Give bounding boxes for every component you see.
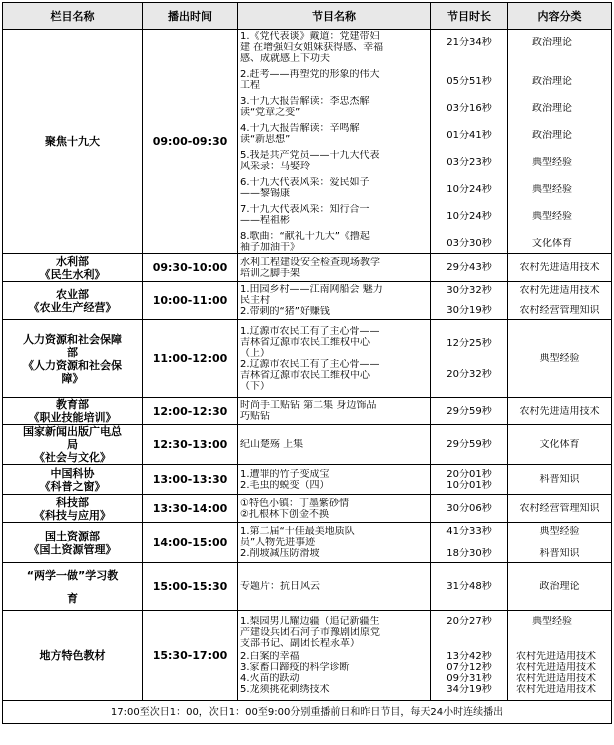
duration-line: 10分01秒: [446, 479, 492, 491]
column-name-line: 育: [67, 591, 78, 605]
air-time: 12:30-13:00: [143, 425, 238, 465]
column-name-line: 水利部: [56, 254, 89, 268]
duration-line: 34分19秒: [446, 684, 492, 695]
program-line: 2.白案的幸福: [240, 651, 300, 662]
program-name: [238, 30, 431, 254]
duration: [431, 495, 508, 523]
category-line: 政治理论: [539, 581, 580, 592]
duration-line: 31分48秒: [446, 581, 492, 592]
column-name-line: 《社会与文化》: [34, 451, 111, 464]
duration-line: 20分01秒: [446, 468, 492, 480]
header-program-name: 节目名称: [238, 3, 431, 30]
duration-line: 10分24秒: [446, 210, 492, 222]
duration: [431, 465, 508, 495]
category-line: 政治理论: [532, 102, 572, 114]
air-time: 09:30-10:00: [143, 254, 238, 282]
header-air-time: 播出时间: [143, 3, 238, 30]
program-line: ——黎锡康: [240, 187, 290, 199]
category: [508, 611, 612, 701]
column-name: [3, 425, 143, 465]
table-row: [3, 320, 612, 398]
header-duration: 节目时长: [431, 3, 508, 30]
program-line: 工程: [240, 79, 260, 91]
column-name-line: 农业部: [56, 287, 89, 301]
program-line: 2.赶考——再塑党的形象的伟大: [240, 68, 380, 80]
program-line: 1.《党代表谈》戴道：党建带妇: [240, 30, 380, 42]
program-line: 2.带刺的“猪”好赚钱: [240, 306, 330, 317]
program-line: 水利工程建设安全检查现场教学: [240, 256, 380, 268]
duration-line: 03分16秒: [446, 102, 492, 114]
column-name-line: 《人力资源和社会保: [23, 358, 122, 372]
duration-line: 29分43秒: [446, 262, 492, 273]
program-line: 吉林省辽源市农民工维权中心: [240, 369, 370, 381]
duration-line: 03分30秒: [446, 237, 492, 249]
column-name-line: 《国土资源管理》: [28, 542, 117, 556]
air-time: 09:00-09:30: [143, 30, 238, 254]
program-name: [238, 425, 431, 465]
program-line: 巧贴钻: [240, 411, 270, 422]
duration: [431, 523, 508, 563]
category-line: 农村先进适用技术: [516, 662, 596, 673]
air-time: 15:30-17:00: [143, 611, 238, 701]
program-line: 1.第二届“十佳最美地质队: [240, 526, 355, 537]
column-name: 聚焦十九大: [3, 30, 143, 254]
table-row: [3, 523, 612, 563]
category-line: 农村经营管理知识: [519, 503, 600, 514]
column-name: 地方特色教材: [3, 611, 143, 701]
column-name-line: 障》: [61, 371, 84, 385]
column-name: [3, 398, 143, 425]
program-name: [238, 282, 431, 320]
duration-line: 30分32秒: [446, 285, 492, 296]
table-row: [3, 254, 612, 282]
table-row: [3, 611, 612, 701]
category: [508, 282, 612, 320]
program-line: 风采录：马娶玲: [240, 160, 310, 172]
category-line: 政治理论: [532, 75, 572, 87]
program-line: 建 在增强妇女姐妹获得感、幸福: [240, 41, 384, 53]
duration-line: 30分19秒: [446, 305, 492, 316]
duration-line: 13分42秒: [446, 651, 492, 662]
category: [508, 495, 612, 523]
program-line: 7.十九大代表风采：知行合一: [240, 203, 370, 215]
table-row: [3, 425, 612, 465]
column-name-line: 国家新闻出版广电总: [23, 425, 122, 438]
category-line: 典型经验: [532, 183, 572, 195]
column-name: [3, 465, 143, 495]
category-line: 文化体育: [532, 237, 572, 249]
program-line: 4.火苗的跃动: [240, 673, 300, 684]
category-line: 典型经验: [532, 616, 572, 627]
program-line: 3.家畜口蹄疫的科学诊断: [240, 662, 350, 673]
program-line: 2.辽源市农民工有了主心骨——: [240, 358, 380, 370]
duration: [431, 254, 508, 282]
program-line: 1.田园乡村——江南网船会 魅力: [240, 284, 383, 295]
column-name-line: 中国科协: [50, 466, 95, 480]
air-time: 11:00-12:00: [143, 320, 238, 398]
program-line: 1.遭罪的竹子变成宝: [240, 468, 330, 480]
column-name-line: 部: [67, 345, 78, 359]
air-time: 13:30-14:00: [143, 495, 238, 523]
program-line: （上）: [240, 347, 270, 359]
duration-line: 12分25秒: [446, 337, 492, 349]
program-line: ②扎根林下创金不换: [240, 508, 329, 520]
category: [508, 523, 612, 563]
program-name: [238, 611, 431, 701]
program-line: 1.辽源市农民工有了主心骨——: [240, 325, 380, 337]
duration: [431, 398, 508, 425]
program-name: [238, 523, 431, 563]
column-name-line: 科技部: [56, 495, 89, 509]
air-time: 10:00-11:00: [143, 282, 238, 320]
column-name-line: 《职业技能培训》: [28, 411, 117, 424]
program-name: [238, 254, 431, 282]
program-line: 5.龙须挑花刺绣技术: [240, 684, 330, 695]
program-line: 4.十九大报告解读：辛鸣解: [240, 122, 360, 134]
column-name: [3, 495, 143, 523]
duration-line: 21分34秒: [446, 36, 492, 48]
category-line: 农村经营管理知识: [519, 305, 600, 316]
program-line: ①特色小镇：丁墨紫砂情: [240, 497, 349, 509]
table-row: [3, 495, 612, 523]
header-column-name: 栏目名称: [3, 3, 143, 30]
table-row: [3, 465, 612, 495]
duration: [431, 611, 508, 701]
category-line: 农村先进适用技术: [519, 285, 600, 296]
program-line: 读“新思想”: [240, 133, 291, 145]
program-line: 2.毛虫的蜕变（四）: [240, 479, 330, 491]
program-line: 2.削坡减压防滑坡: [240, 548, 320, 559]
duration: [431, 425, 508, 465]
program-line: 吉林省辽源市农民工维权中心: [240, 336, 370, 348]
duration: [431, 30, 508, 254]
program-name: [238, 320, 431, 398]
column-name-line: 教育部: [56, 398, 89, 411]
category-line: 科普知识: [539, 548, 580, 559]
duration-line: 10分24秒: [446, 183, 492, 195]
category-line: 典型经验: [532, 156, 572, 168]
program-line: 专题片：抗日风云: [240, 581, 320, 592]
duration-line: 29分59秒: [446, 439, 492, 450]
program-line: 员”人物先进事迹: [240, 537, 316, 548]
duration-line: 09分31秒: [446, 673, 492, 684]
column-name: [3, 320, 143, 398]
program-line: 民主村: [240, 295, 270, 306]
column-name-line: 《民生水利》: [39, 267, 106, 281]
program-line: 时尚手工贴钻 第二集 身边饰品: [240, 400, 377, 411]
duration-line: 30分06秒: [446, 503, 492, 514]
column-name: [3, 282, 143, 320]
category: [508, 465, 612, 495]
duration-line: 41分33秒: [446, 526, 492, 537]
category-line: 农村先进适用技术: [516, 673, 596, 684]
header-row: [3, 3, 612, 30]
air-time: 15:00-15:30: [143, 563, 238, 611]
program-line: ——程祖彬: [240, 214, 290, 226]
duration-line: 07分12秒: [446, 662, 492, 673]
category: [508, 254, 612, 282]
category-line: 政治理论: [532, 129, 572, 141]
category-line: 农村先进适用技术: [519, 262, 600, 273]
category-line: 政治理论: [532, 36, 572, 48]
program-line: 5.我是共产党员——十九大代表: [240, 149, 380, 161]
duration-line: 01分41秒: [446, 129, 492, 141]
program-name: [238, 563, 431, 611]
column-name: [3, 254, 143, 282]
column-name-line: 人力资源和社会保障: [23, 332, 122, 346]
program-line: 支部书记、副团长程永革）: [240, 638, 360, 649]
category: [508, 398, 612, 425]
column-name: [3, 523, 143, 563]
header-category: 内容分类: [508, 3, 612, 30]
category-line: 文化体育: [539, 439, 580, 450]
air-time: 13:00-13:30: [143, 465, 238, 495]
column-name-line: 国土资源部: [45, 529, 100, 543]
program-line: 产建设兵团石河子市豫剧团原党: [240, 627, 380, 638]
duration-line: 18分30秒: [446, 548, 492, 559]
category-line: 农村先进适用技术: [519, 405, 600, 417]
category-line: 典型经验: [532, 210, 572, 222]
program-name: [238, 465, 431, 495]
program-line: （下）: [240, 380, 270, 392]
program-name: [238, 398, 431, 425]
category-line: 农村先进适用技术: [516, 684, 596, 695]
program-line: 读“党章之变”: [240, 106, 301, 118]
category-line: 典型经验: [539, 526, 580, 537]
duration-line: 05分51秒: [446, 75, 492, 87]
program-line: 纪山楚殇 上集: [240, 439, 304, 450]
schedule-table: [2, 2, 612, 724]
air-time: 12:00-12:30: [143, 398, 238, 425]
program-line: 感、成就感上下功夫: [240, 52, 330, 64]
table-row: [3, 563, 612, 611]
footer-note: 17:00至次日1：00，次日1：00至9:00分别重播前日和昨日节目，每天24小时连续播出: [3, 701, 612, 724]
category-line: 农村先进适用技术: [516, 651, 596, 662]
table-row: [3, 282, 612, 320]
program-line: 6.十九大代表风采：爱民如子: [240, 176, 370, 188]
duration: [431, 563, 508, 611]
column-name-line: 局: [67, 438, 78, 451]
footer-row: [3, 701, 612, 724]
duration-line: 03分23秒: [446, 156, 492, 168]
duration-line: 20分27秒: [446, 616, 492, 627]
category: [508, 320, 612, 398]
column-name-line: 《科普之窗》: [39, 479, 106, 493]
category: [508, 425, 612, 465]
category: [508, 563, 612, 611]
program-line: 培训之脚手架: [240, 267, 300, 279]
program-line: 1.梨园男儿耀边疆（追记新疆生: [240, 616, 380, 627]
duration: [431, 282, 508, 320]
duration-line: 20分32秒: [446, 368, 492, 380]
program-line: 8.歌曲：“献礼十九大”《撸起: [240, 230, 370, 242]
table-row: [3, 30, 612, 254]
duration-line: 29分59秒: [446, 405, 492, 417]
category-line: 科普知识: [539, 474, 580, 485]
column-name-line: 《农业生产经营》: [28, 300, 117, 314]
column-name-line: “两学一做”学习教: [26, 568, 119, 582]
program-line: 3.十九大报告解读：李忠杰解: [240, 95, 370, 107]
column-name: [3, 563, 143, 611]
program-name: [238, 495, 431, 523]
category-line: 典型经验: [539, 353, 580, 364]
program-line: 袖子加油干》: [240, 241, 300, 253]
air-time: 14:00-15:00: [143, 523, 238, 563]
duration: [431, 320, 508, 398]
category: [508, 30, 612, 254]
table-row: [3, 398, 612, 425]
column-name-line: 《科技与应用》: [34, 508, 111, 522]
